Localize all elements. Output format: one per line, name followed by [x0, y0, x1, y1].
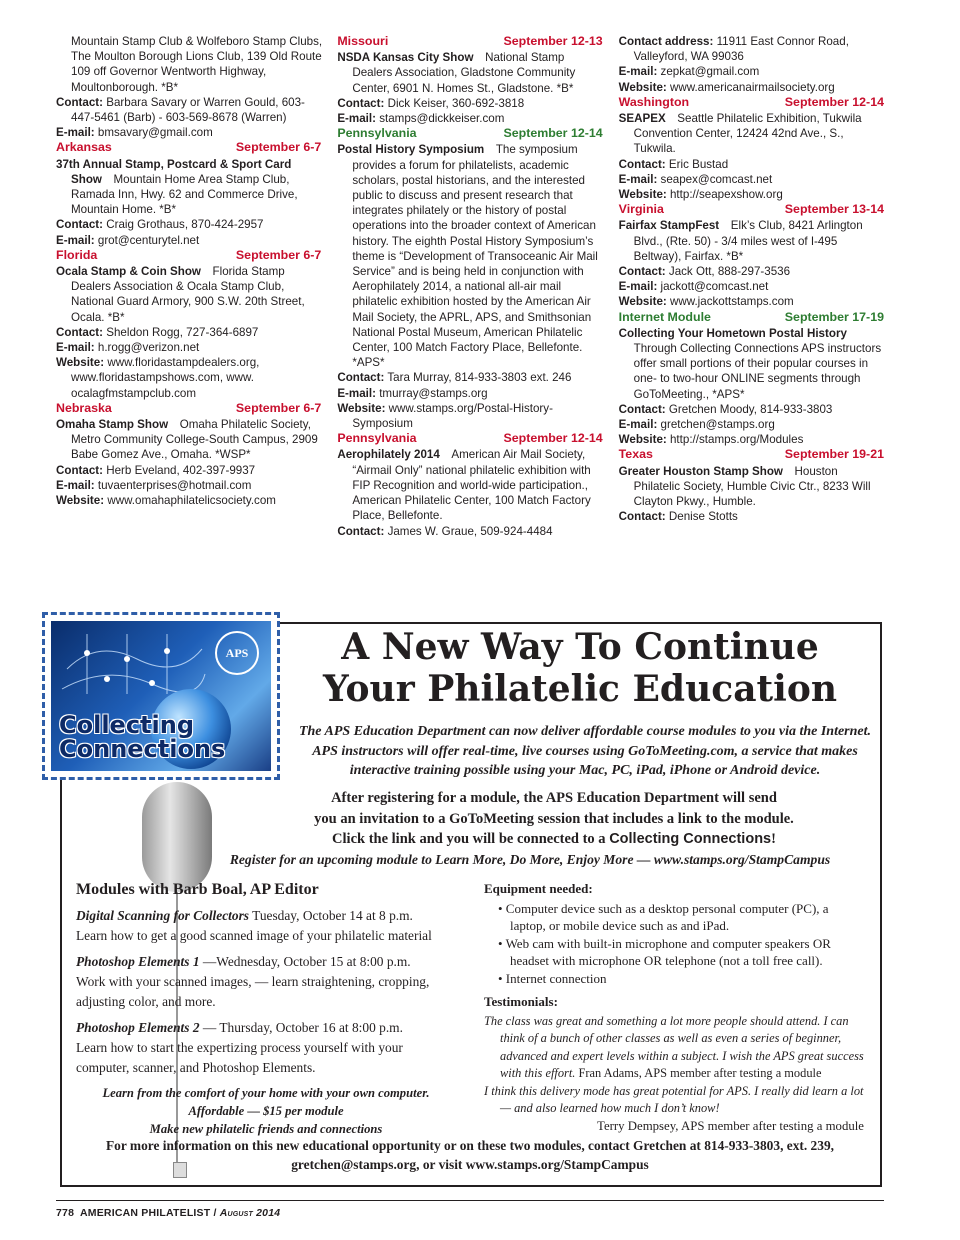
- module-title: Digital Scanning for Collectors: [76, 908, 249, 923]
- show-calendar: [56, 34, 886, 539]
- contact-label: Contact:: [56, 325, 104, 339]
- reg-line-2: you an invitation to a GoToMeeting session that includes a link to the module.: [314, 810, 794, 827]
- contact: Contact: Gretchen Moody, 814-933-3803: [618, 402, 833, 416]
- email-label: E-mail:: [337, 112, 376, 126]
- testimonial-1: [484, 1013, 864, 1083]
- listing-event: Aerophilately 2014 American Air Mail Society, “Airmail Only” national philatelic exhibition with FIP Recognition and world-wide participation., American Philatelic Center, 100 Match Factory Place, Bellefonte.: [337, 448, 591, 523]
- listing-state: Arkansas: [56, 140, 112, 155]
- stamp-title-line-2: Connections: [59, 735, 226, 763]
- website-label: Website:: [618, 295, 667, 309]
- listing-date: September 19-21: [784, 447, 884, 462]
- ad-contact-line-2: gretchen@stamps.org, or visit www.stamps.org/StampCampus: [291, 1157, 649, 1172]
- ad-title-line-1: A New Way To Continue: [341, 626, 819, 668]
- show-listing: [337, 431, 604, 538]
- reg-line-3-text: Click the link and you will be connected to a: [332, 831, 606, 847]
- website-label: Website:: [618, 80, 667, 94]
- listing-date: September 6-7: [235, 140, 322, 155]
- calendar-column-1: [56, 34, 323, 539]
- calendar-column-2: [337, 34, 604, 539]
- email-label: E-mail:: [337, 386, 376, 400]
- contact: Contact: Barbara Savary or Warren Gould, 603-447-5461 (Barb) - 603-569-8678 (Warren): [56, 95, 305, 125]
- page-number: 778: [56, 1207, 75, 1219]
- contact-label: Contact:: [56, 95, 104, 109]
- listing-event: SEAPEX Seattle Philatelic Exhibition, Tukwila Convention Center, 12424 42nd Ave., S., Tukwila.: [618, 112, 862, 156]
- contact-address-label: Contact address:: [618, 35, 714, 48]
- listing-state: Pennsylvania: [337, 431, 417, 446]
- website-label: Website:: [337, 401, 386, 415]
- event-name: SEAPEX: [618, 112, 666, 126]
- show-listing: [619, 202, 886, 309]
- page-footer: [56, 1207, 280, 1219]
- contact-label: Contact:: [337, 371, 385, 385]
- tagline-1: Learn from the comfort of your home with your own computer.: [102, 1086, 430, 1100]
- show-listing: [619, 310, 886, 448]
- event-name: Ocala Stamp & Coin Show: [56, 265, 201, 279]
- ad-intro: The APS Education Department can now deliver affordable course modules to you via the Internet. APS instructors will offer real-time, live courses using GoToMeeting.com, a service that makes interactive training possible using your Mac, PC, iPad, iPhone or Android device.: [298, 724, 872, 778]
- testimonial-1-text: The class was great and something a lot more people should attend. I can think of a bunch of other classes as well as even a series of beginner, advanced and expert levels within a subject. I wish the APS great success with this effort.: [484, 1013, 864, 1080]
- listing-header: [337, 126, 604, 141]
- listing-detail: Mountain Stamp Club & Wolfeboro Stamp Clubs, The Moulton Borough Lions Club, 139 Old Route 109 off Governor Wentworth Highway, Moultonborough. *B*: [71, 35, 323, 94]
- listing-header: [619, 310, 886, 325]
- listing-header: [56, 401, 323, 416]
- email: E-mail: grot@centurytel.net: [56, 233, 200, 247]
- module-item: Photoshop Elements 1 —Wednesday, October 15 at 8:00 p.m. Work with your scanned images, — learn straightening, cropping, adjusting color, and more.: [76, 954, 430, 1009]
- listing-state: Pennsylvania: [337, 126, 417, 141]
- contact: Contact: James W. Graue, 509-924-4484: [337, 524, 553, 538]
- website: Website: www.omahaphilatelicsociety.com: [56, 494, 276, 508]
- aps-logo: APS: [215, 631, 259, 675]
- reg-line-3: [228, 829, 880, 850]
- listing-date: September 12-14: [503, 126, 603, 141]
- listing-event: Ocala Stamp & Coin Show Florida Stamp Dealers Association & Ocala Stamp Club, National Guard Armory, 900 S.W. 20th Street, Ocala. *B*: [56, 265, 305, 324]
- listing-header: [337, 34, 604, 49]
- show-listing: [56, 140, 323, 247]
- calendar-column-3: [619, 34, 886, 539]
- listing-event: Postal History Symposium The symposium provides a forum for philatelists, academic scholars, postal historians, and the interested public to discuss and present research that integrates philately or the history of postal operations into the broader context of American history. The eighth Postal History Symposium’s theme is “Development of Transoceanic Air Mail Service” and is being held in conjunction with Aerophilately 2014, a national all-air mail philatelic exhibition hosted by the American Air Mail Society, the APRL, APS, and Smithsonian National Postal Museum, American Philatelic Center, 100 Match Factory Place, Bellefonte. *APS*: [337, 143, 598, 370]
- email-label: E-mail:: [56, 126, 95, 140]
- listing-event: 37th Annual Stamp, Postcard & Sport Card Show Mountain Home Area Stamp Club, Ramada Inn, Hwy. 62 and Commerce Drive, Mountain Home. *B*: [56, 157, 298, 217]
- email-label: E-mail:: [618, 418, 658, 432]
- website: Website: www.stamps.org/Postal-History-Symposium: [337, 401, 553, 431]
- contact: Contact: Tara Murray, 814-933-3803 ext. 246: [337, 371, 572, 385]
- email: E-mail: tmurray@stamps.org: [337, 386, 488, 400]
- listing-header: [619, 202, 886, 217]
- email: E-mail: jackott@comcast.net: [618, 280, 769, 294]
- reg-line-1: After registering for a module, the APS Education Department will send: [331, 790, 777, 806]
- tagline-3: Make new philatelic friends and connections: [149, 1122, 383, 1136]
- listing-state: Florida: [56, 247, 98, 262]
- listing-header: [56, 140, 323, 155]
- contact-address: Contact address: 11911 East Connor Road, Valleyford, WA 99036: [618, 35, 849, 64]
- listing-state: Nebraska: [56, 400, 112, 415]
- computer-mouse-icon: [142, 782, 212, 892]
- listing-event: Collecting Your Hometown Postal History Through Collecting Connections APS instructors offer small portions of their popular courses in one- to two-hour ONLINE segments through GoToMeeting., *APS*: [618, 326, 882, 401]
- listing-event: Greater Houston Stamp Show Houston Philatelic Society, Humble Civic Ctr., 8233 Will Clayton Pkwy., Humble.: [618, 464, 871, 509]
- contact-label: Contact:: [337, 96, 385, 110]
- equipment-heading: Equipment needed:: [484, 881, 593, 896]
- register-line: Register for an upcoming module to Learn More, Do More, Enjoy More — www.stamps.org/StampCampus: [229, 852, 831, 867]
- show-listing: [619, 34, 886, 95]
- email: E-mail: stamps@dickkeiser.com: [337, 112, 505, 126]
- event-name: 37th Annual Stamp, Postcard & Sport Card Show: [56, 157, 292, 186]
- module-title: Photoshop Elements 1: [76, 954, 200, 969]
- module-item: Photoshop Elements 2 — Thursday, October 16 at 8:00 p.m. Learn how to start the expertizing process yourself with your computer, scanner, and Photoshop Elements.: [76, 1020, 403, 1075]
- email: E-mail: zepkat@gmail.com: [618, 65, 760, 79]
- issue-date: August 2014: [219, 1207, 281, 1219]
- stamp-title-line-1: Collecting: [59, 711, 195, 739]
- listing-date: September 13-14: [784, 202, 884, 217]
- listing-header: [56, 248, 323, 263]
- listing-header: [337, 431, 604, 446]
- equipment-item: • Internet connection: [498, 970, 607, 986]
- email-label: E-mail:: [618, 280, 658, 294]
- contact: Contact: Sheldon Rogg, 727-364-6897: [56, 325, 259, 339]
- ad-title-line-2: Your Philatelic Education: [322, 668, 838, 710]
- show-listing: [619, 95, 886, 202]
- contact-label: Contact:: [56, 218, 104, 232]
- contact-label: Contact:: [337, 524, 385, 538]
- event-name: Postal History Symposium: [337, 143, 485, 157]
- contact-label: Contact:: [56, 463, 104, 477]
- show-listing: [56, 34, 323, 140]
- testimonial-2: I think this delivery mode has great potential for APS. I really did learn a lot — and also learned how much I don’t know!: [484, 1083, 864, 1115]
- event-name: NSDA Kansas City Show: [337, 51, 474, 65]
- listing-state: Washington: [618, 94, 690, 109]
- contact-label: Contact:: [618, 510, 666, 524]
- contact-label: Contact:: [618, 402, 666, 416]
- website-label: Website:: [56, 494, 105, 508]
- testimonial-2-attribution: Terry Dempsey, APS member after testing a module: [597, 1118, 864, 1133]
- listing-state: Missouri: [337, 34, 389, 48]
- email-label: E-mail:: [56, 341, 95, 355]
- website: Website: http://seapexshow.org: [618, 188, 783, 202]
- stamp-artwork: [51, 621, 271, 771]
- reg-line-3-end: !: [771, 831, 776, 847]
- listing-state: Texas: [618, 447, 653, 462]
- modules-list: [76, 906, 456, 1078]
- website: Website: www.floridastampdealers.org, www.floridastampshows.com, www. ocalagfmstampclub.com: [56, 356, 260, 400]
- equipment-section: [484, 880, 864, 1135]
- collecting-connections-label: Collecting Connections: [609, 831, 772, 847]
- collecting-connections-stamp: [42, 612, 280, 780]
- ad-taglines: [76, 1084, 456, 1138]
- email: E-mail: seapex@comcast.net: [618, 172, 773, 186]
- website-label: Website:: [618, 188, 667, 202]
- stamp-title: [59, 713, 225, 761]
- listing-date: September 6-7: [235, 400, 322, 415]
- module-item: Digital Scanning for Collectors Tuesday, October 14 at 8 p.m. Learn how to get a good scanned image of your philatelic material: [76, 908, 432, 943]
- equipment-item: • Web cam with built-in microphone and computer speakers OR headset with microphone OR telephone (not a toll free call).: [498, 935, 831, 968]
- event-name: Fairfax StampFest: [618, 219, 720, 233]
- email-label: E-mail:: [618, 172, 658, 186]
- website-label: Website:: [56, 356, 105, 370]
- listing-date: September 12-13: [503, 34, 603, 48]
- equipment-list: [484, 900, 864, 988]
- listing-state: Virginia: [618, 202, 664, 217]
- event-name: Omaha Stamp Show: [56, 418, 169, 432]
- listing-state: Internet Module: [618, 309, 711, 324]
- email-label: E-mail:: [56, 233, 95, 247]
- contact-label: Contact:: [618, 157, 666, 171]
- show-listing: [619, 447, 886, 524]
- email: E-mail: h.rogg@verizon.net: [56, 341, 200, 355]
- email-label: E-mail:: [56, 478, 95, 492]
- testimonials: [484, 1013, 864, 1136]
- listing-event: Fairfax StampFest Elk’s Club, 8421 Arlington Blvd., (Rte. 50) - 3/4 miles west of I-495 Beltway), Fairfax. *B*: [618, 219, 863, 263]
- listing-date: September 6-7: [235, 247, 322, 262]
- event-name: Greater Houston Stamp Show: [618, 464, 783, 478]
- event-name: Collecting Your Hometown Postal History: [618, 326, 847, 340]
- email: E-mail: tuvaenterprises@hotmail.com: [56, 478, 252, 492]
- email-label: E-mail:: [618, 65, 658, 79]
- listing-date: September 12-14: [503, 431, 603, 446]
- listing-header: [619, 95, 886, 110]
- listing-date: September 12-14: [784, 94, 884, 109]
- equipment-item: • Computer device such as a desktop personal computer (PC), a laptop, or mobile device such as and iPad.: [498, 900, 829, 933]
- contact: Contact: Denise Stotts: [618, 510, 738, 524]
- ad-title: [290, 626, 870, 710]
- contact: Contact: Craig Grothaus, 870-424-2957: [56, 218, 264, 232]
- modules-section: [76, 880, 456, 1138]
- website: Website: http://stamps.org/Modules: [618, 433, 804, 447]
- contact: Contact: Herb Eveland, 402-397-9937: [56, 463, 256, 477]
- event-name: Aerophilately 2014: [337, 448, 440, 462]
- listing-event: NSDA Kansas City Show National Stamp Dealers Association, Gladstone Community Center, 6901 N. Homes St., Gladstone. *B*: [337, 51, 576, 95]
- listing-date: September 17-19: [784, 309, 884, 324]
- testimonials-heading: Testimonials:: [484, 994, 558, 1009]
- email: E-mail: bmsavary@gmail.com: [56, 126, 213, 140]
- ad-contact-info: [90, 1136, 850, 1174]
- tagline-2: Affordable — $15 per module: [188, 1104, 344, 1118]
- website-label: Website:: [618, 433, 667, 447]
- testimonial-1-attribution: Fran Adams, APS member after testing a module: [578, 1066, 822, 1080]
- listing-header: [619, 447, 886, 462]
- website: Website: www.americanairmailsociety.org: [618, 80, 835, 94]
- contact: Contact: Jack Ott, 888-297-3536: [618, 265, 791, 279]
- show-listing: [337, 126, 604, 431]
- website: Website: www.jackottstamps.com: [618, 295, 794, 309]
- show-listing: [56, 248, 323, 401]
- module-title: Photoshop Elements 2: [76, 1020, 200, 1035]
- show-listing: [337, 34, 604, 126]
- contact-label: Contact:: [618, 265, 666, 279]
- contact: Contact: Dick Keiser, 360-692-3818: [337, 96, 525, 110]
- ad-contact-line-1: For more information on this new educational opportunity or on these two modules, contact Gretchen at 814-933-3803, ext. 239,: [105, 1138, 834, 1153]
- registration-info: [228, 788, 880, 850]
- footer-rule: [56, 1200, 884, 1201]
- modules-heading: Modules with Barb Boal, AP Editor: [76, 881, 319, 898]
- publication-name: AMERICAN PHILATELIST /: [79, 1207, 217, 1219]
- contact: Contact: Eric Bustad: [618, 157, 729, 171]
- email: E-mail: gretchen@stamps.org: [618, 418, 775, 432]
- show-listing: [56, 401, 323, 508]
- listing-event: Omaha Stamp Show Omaha Philatelic Society, Metro Community College-South Campus, 2909 Babe Gomez Ave., Omaha. *WSP*: [56, 418, 318, 462]
